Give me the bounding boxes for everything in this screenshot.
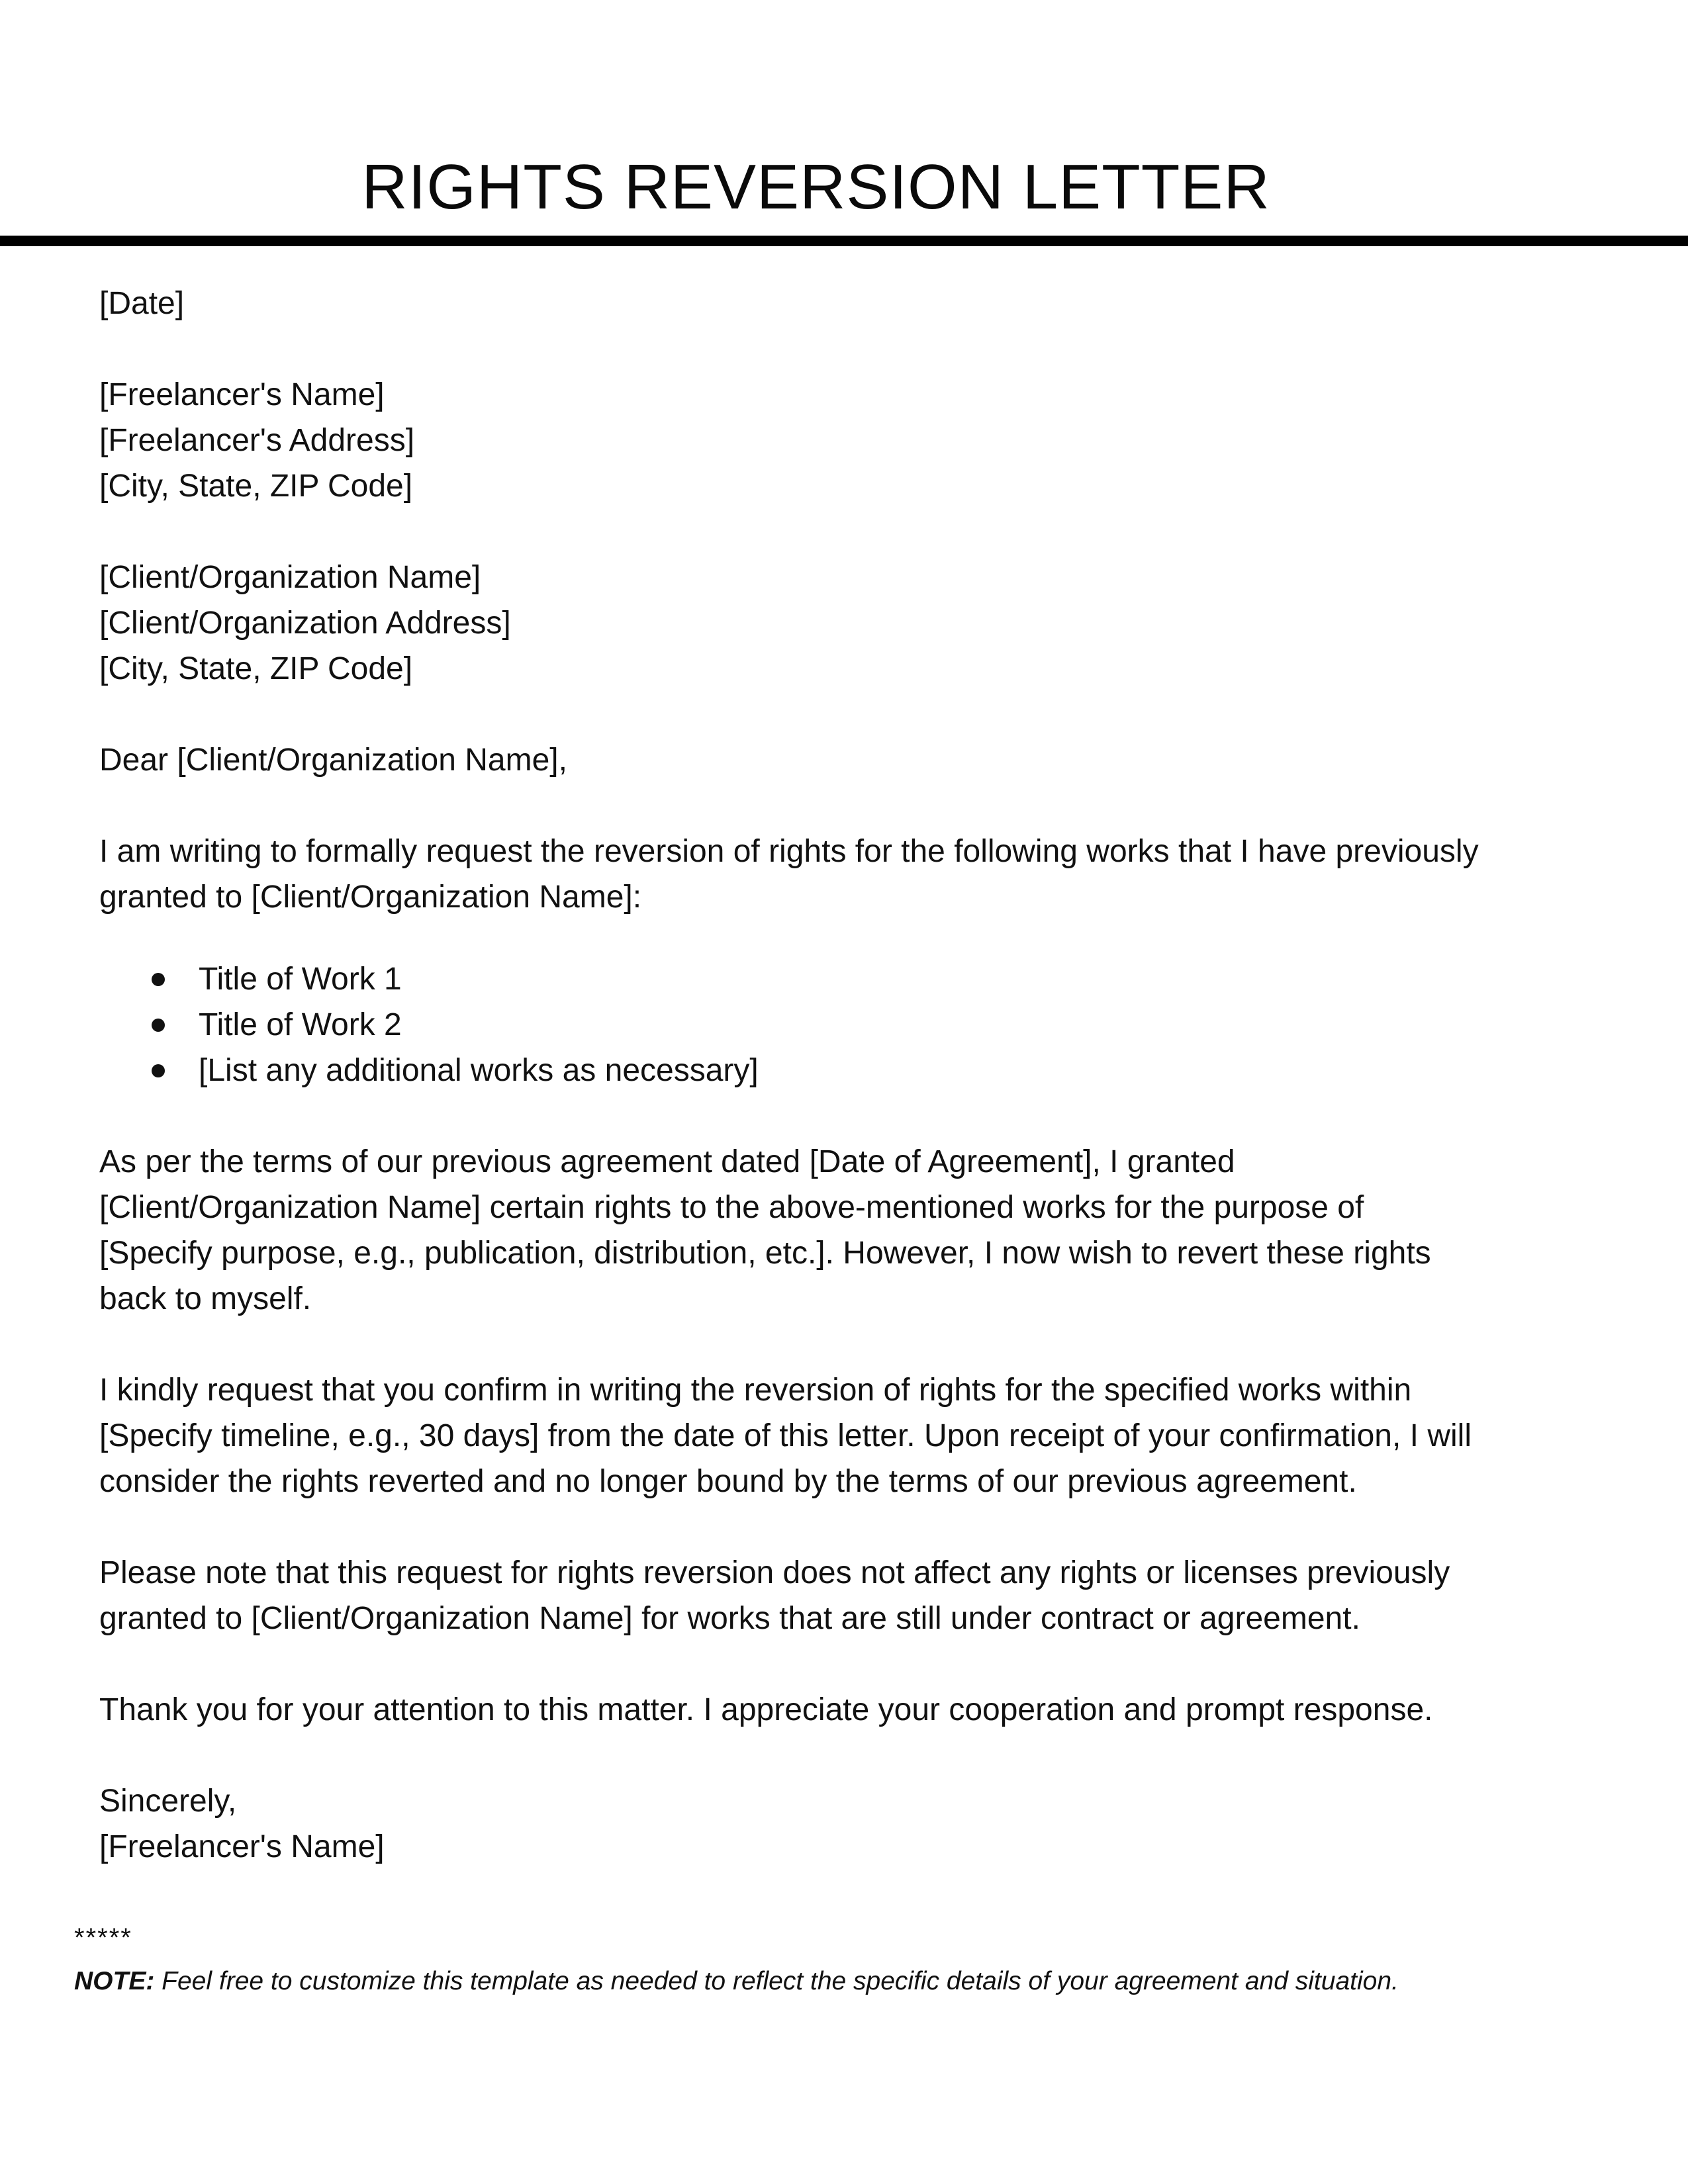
agreement-paragraph: [99, 1139, 1615, 1322]
paragraph-line: Please note that this request for rights reversion does not affect any rights or licenses previously: [99, 1555, 1450, 1590]
recipient-city-line: [City, State, ZIP Code]: [99, 651, 413, 686]
paragraph-line: As per the terms of our previous agreement dated [Date of Agreement], I granted: [99, 1144, 1235, 1179]
sender-block: [99, 372, 1615, 509]
work-title: Title of Work 1: [199, 962, 402, 997]
work-title: [List any additional works as necessary]: [199, 1053, 759, 1088]
paragraph-line: back to myself.: [99, 1281, 312, 1316]
list-item: [99, 956, 1615, 1002]
paragraph-line: [Specify timeline, e.g., 30 days] from the date of this letter. Upon receipt of your confirmation, I will: [99, 1418, 1472, 1453]
note-paragraph: [99, 1550, 1615, 1641]
page-title: RIGHTS REVERSION LETTER: [361, 152, 1270, 222]
paragraph-line: [Specify purpose, e.g., publication, distribution, etc.]. However, I now wish to revert these rights: [99, 1236, 1431, 1271]
request-paragraph: [99, 1367, 1615, 1504]
paragraph-line: I kindly request that you confirm in writing the reversion of rights for the specified works within: [99, 1373, 1412, 1408]
list-item: [99, 1048, 1615, 1093]
work-title: Title of Work 2: [199, 1007, 402, 1042]
footnote-text: Feel free to customize this template as needed to reflect the specific details of your agreement and situation.: [154, 1967, 1399, 1995]
salutation: Dear [Client/Organization Name],: [99, 743, 567, 778]
works-list: [99, 956, 1615, 1093]
footnote: [74, 1963, 1650, 2000]
bullet-icon: [152, 973, 165, 986]
intro-paragraph: [99, 829, 1615, 920]
thanks-line: Thank you for your attention to this matter. I appreciate your cooperation and prompt response.: [99, 1692, 1433, 1727]
separator: *****: [74, 1923, 132, 1952]
recipient-name: [Client/Organization Name]: [99, 560, 481, 595]
footnote-label: NOTE:: [74, 1967, 155, 1995]
sender-name: [Freelancer's Name]: [99, 377, 385, 412]
list-item: [99, 1002, 1615, 1048]
signature-line: [Freelancer's Name]: [99, 1829, 385, 1864]
closing-line: Sincerely,: [99, 1784, 237, 1819]
recipient-block: [99, 555, 1615, 692]
sender-address: [Freelancer's Address]: [99, 423, 415, 458]
paragraph-line: consider the rights reverted and no longer bound by the terms of our previous agreement.: [99, 1464, 1357, 1499]
sender-city-line: [City, State, ZIP Code]: [99, 469, 413, 504]
paragraph-line: granted to [Client/Organization Name] for works that are still under contract or agreement.: [99, 1601, 1360, 1636]
bullet-icon: [152, 1064, 165, 1077]
title-divider: [0, 236, 1688, 246]
paragraph-line: I am writing to formally request the reversion of rights for the following works that I have previously: [99, 834, 1479, 869]
bullet-icon: [152, 1019, 165, 1032]
date-line: [Date]: [99, 286, 185, 321]
paragraph-line: [Client/Organization Name] certain rights to the above-mentioned works for the purpose of: [99, 1190, 1364, 1225]
recipient-address: [Client/Organization Address]: [99, 606, 511, 641]
paragraph-line: granted to [Client/Organization Name]:: [99, 880, 642, 915]
letter-body: [99, 281, 1615, 1870]
